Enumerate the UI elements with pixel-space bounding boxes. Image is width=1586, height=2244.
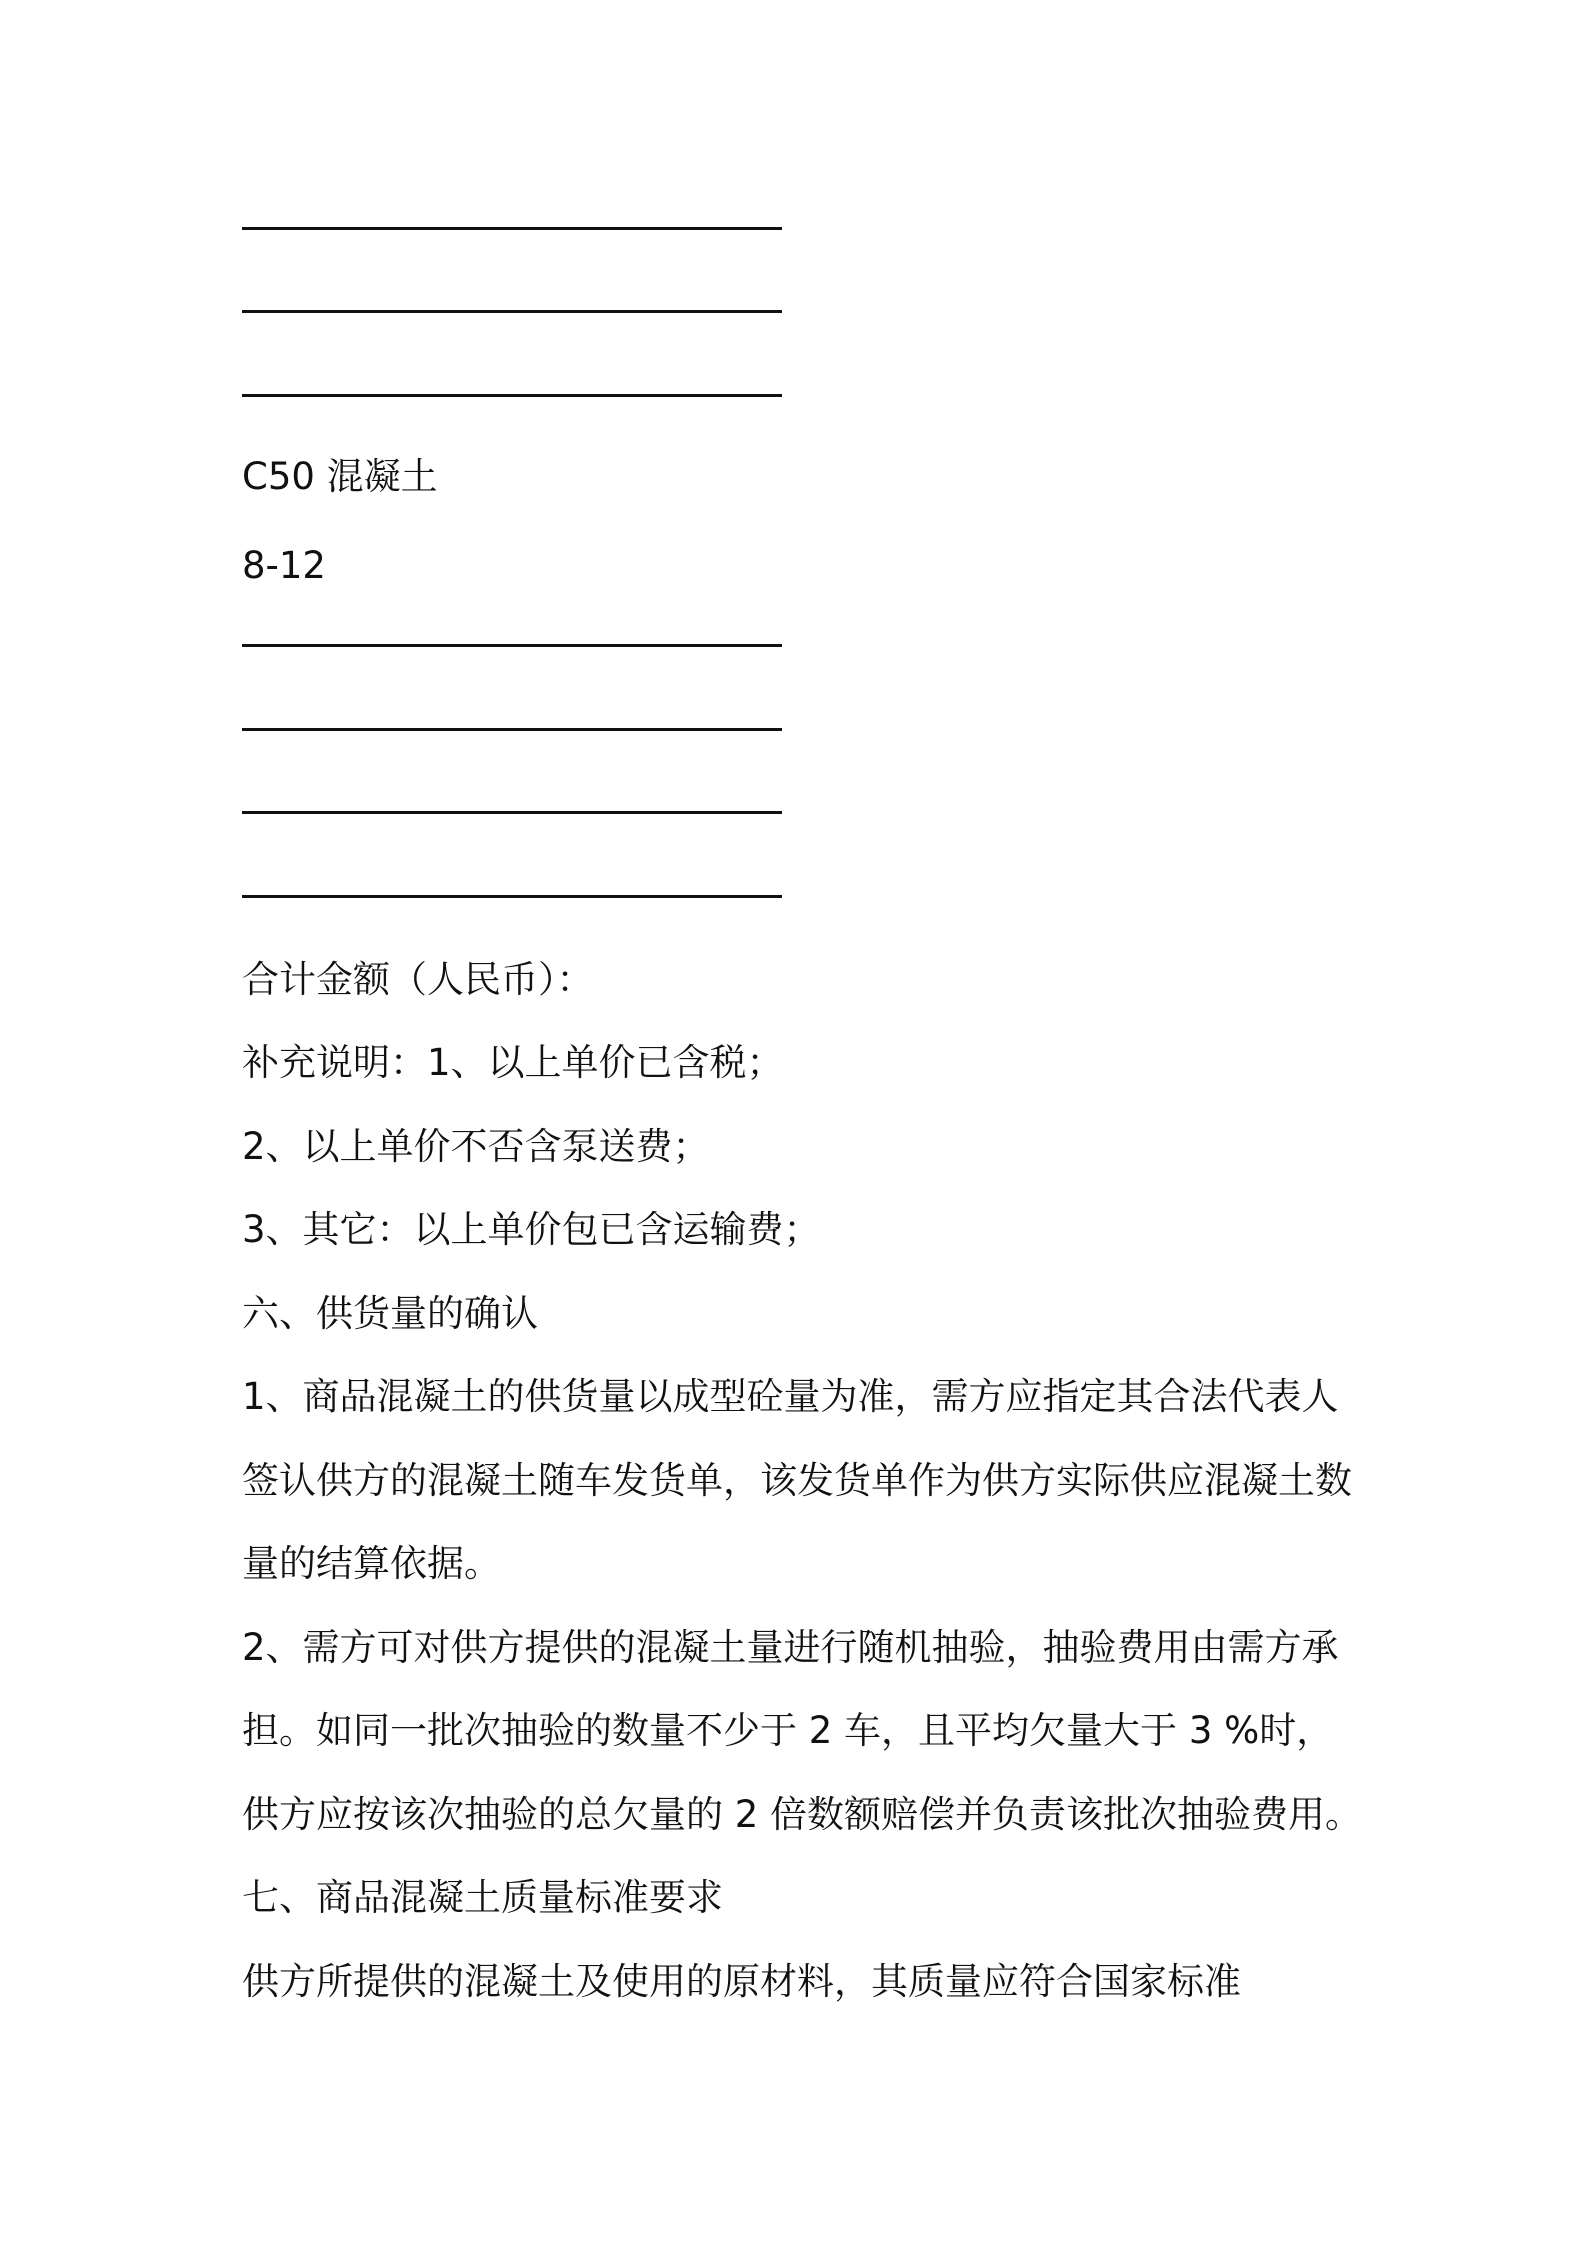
blank-line-4	[242, 644, 782, 647]
section-6-item-2-line-1: 2、需方可对供方提供的混凝土量进行随机抽验，抽验费用由需方承	[242, 1626, 1339, 1669]
blank-line-3	[242, 394, 782, 397]
section-6-item-1-line-1: 1、商品混凝土的供货量以成型砼量为准，需方应指定其合法代表人	[242, 1375, 1339, 1418]
slump-value: 8-12	[242, 544, 326, 587]
supplement-note-3: 3、其它：以上单价包已含运输费；	[242, 1208, 821, 1251]
blank-line-6	[242, 811, 782, 814]
section-6-item-2-line-2: 担。如同一批次抽验的数量不少于 2 车，且平均欠量大于 3 %时，	[242, 1709, 1334, 1752]
supplement-note-2: 2、以上单价不否含泵送费；	[242, 1125, 710, 1168]
section-6-item-1-line-2: 签认供方的混凝土随车发货单，该发货单作为供方实际供应混凝土数	[242, 1459, 1352, 1502]
section-6-title: 六、供货量的确认	[242, 1292, 538, 1335]
total-amount-label: 合计金额（人民币）：	[242, 958, 594, 1001]
blank-line-1	[242, 227, 782, 230]
supplement-note-1: 补充说明：1、以上单价已含税；	[242, 1041, 784, 1084]
blank-line-7	[242, 895, 782, 898]
section-6-item-1-line-3: 量的结算依据。	[242, 1542, 501, 1585]
blank-line-5	[242, 728, 782, 731]
section-6-item-2-line-3: 供方应按该次抽验的总欠量的 2 倍数额赔偿并负责该批次抽验费用。	[242, 1793, 1363, 1836]
price-item-c50: C50 混凝土	[242, 455, 438, 498]
section-7-title: 七、商品混凝土质量标准要求	[242, 1876, 723, 1919]
blank-line-2	[242, 310, 782, 313]
section-7-line-1: 供方所提供的混凝土及使用的原材料，其质量应符合国家标准	[242, 1960, 1241, 2003]
